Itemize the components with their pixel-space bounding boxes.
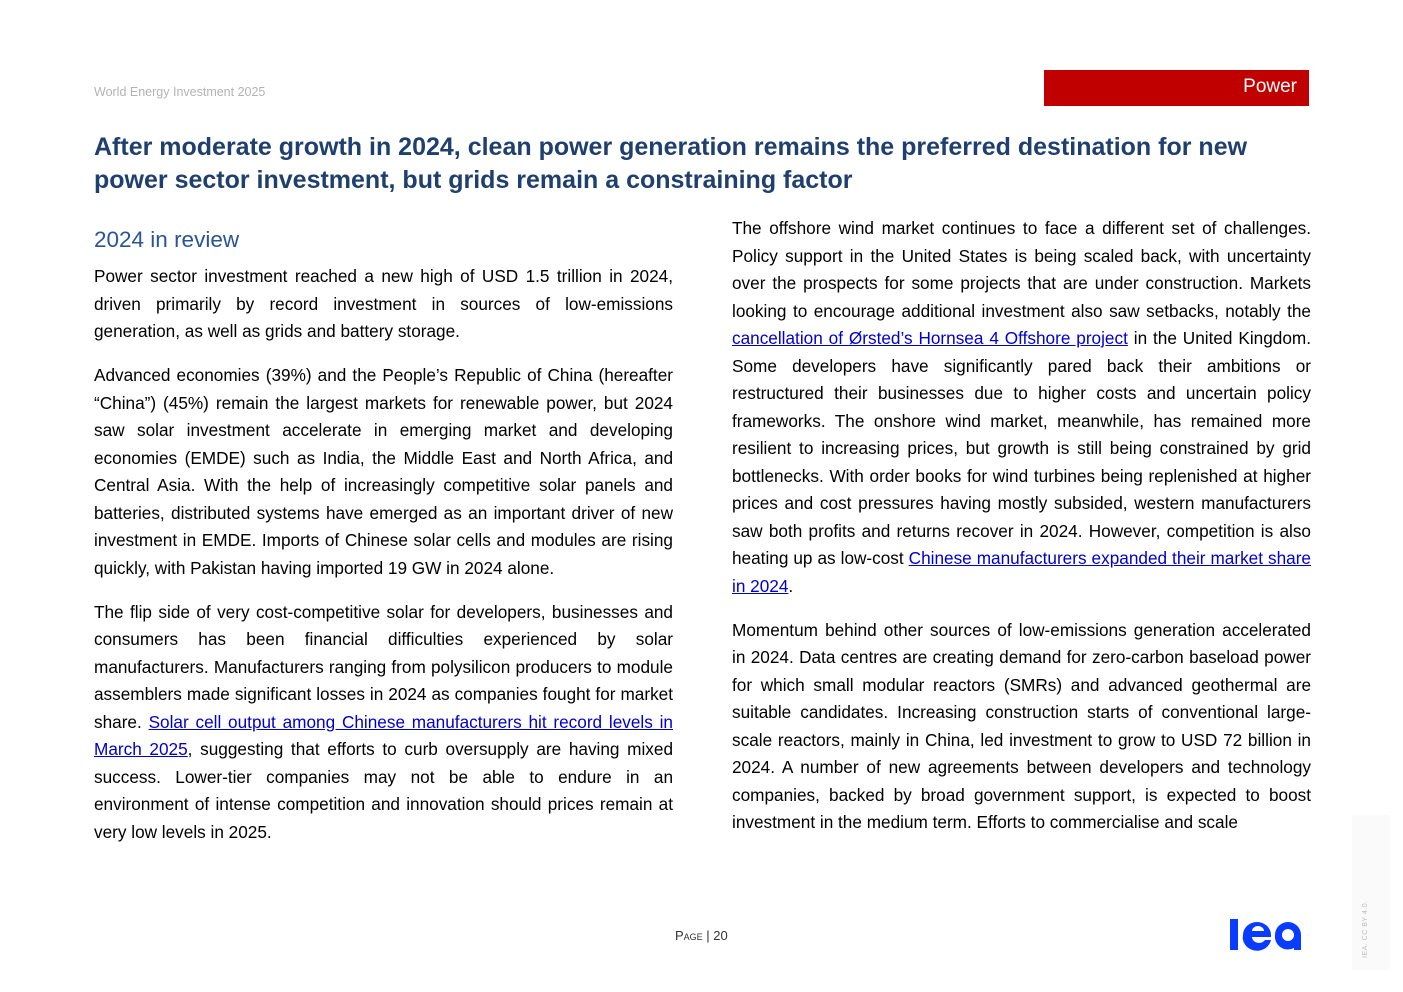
- section-subheading: 2024 in review: [94, 227, 240, 252]
- page-headline: After moderate growth in 2024, clean power generation remains the preferred destination for new power sector investment, but grids remain a constraining factor: [94, 133, 1248, 194]
- license-text: IEA. CC BY 4.0.: [1362, 900, 1369, 958]
- license-sidebar: [1352, 815, 1390, 970]
- paragraph: [94, 599, 673, 847]
- paragraph: Power sector investment reached a new high of USD 1.5 trillion in 2024, driven primarily by record investment in sources of low-emissions generation, as well as grids and battery storage.: [94, 266, 673, 341]
- report-title: World Energy Investment 2025: [94, 85, 266, 99]
- left-column: [94, 215, 673, 863]
- paragraph: [732, 215, 1311, 600]
- paragraph-text: in the United Kingdom. Some developers have significantly pared back their ambitions or restructured their businesses due to higher costs and uncertain policy frameworks. The onshore wind market, meanwhile, has remained more resilient to increasing prices, but growth is still being constrained by grid bottlenecks. With order books for wind turbines being replenished at higher prices and cost pressures having mostly subsided, western manufacturers saw both profits and returns recover in 2024. However, competition is also heating up as low-cost: [732, 328, 1311, 568]
- paragraph-text: The flip side of very cost-competitive solar for developers, businesses and consumers has been financial difficulties experienced by solar manufacturers. Manufacturers ranging from polysilicon producers to module assemblers made significant losses in 2024 as companies fought for market share.: [94, 601, 673, 732]
- chinese-manufacturers-market-share-link[interactable]: Chinese manufacturers expanded their market share in 2024: [732, 548, 1311, 596]
- page-number-value: 20: [713, 928, 728, 943]
- paragraph-text: .: [788, 575, 794, 596]
- page-separator: |: [702, 928, 714, 943]
- iea-logo-icon: [1230, 916, 1310, 952]
- page-label: Page: [675, 928, 703, 943]
- right-column: [732, 215, 1311, 853]
- page-number: [675, 928, 728, 943]
- hornsea-4-cancellation-link[interactable]: cancellation of Ørsted’s Hornsea 4 Offshore project: [732, 328, 1128, 348]
- paragraph: Momentum behind other sources of low-emissions generation accelerated in 2024. Data centres are creating demand for zero-carbon baseload power for which small modular reactors (SMRs) and advanced geothermal are suitable candidates. Increasing construction starts of conventional large-scale reactors, mainly in China, led investment to grow to USD 72 billion in 2024. A number of new agreements between developers and technology companies, backed by broad government support, is expected to boost investment in the medium term. Efforts to commercialise and scale: [732, 619, 1311, 832]
- section-tag: Power: [1044, 70, 1309, 106]
- paragraph: Advanced economies (39%) and the People’s Republic of China (hereafter “China”) (45%) remain the largest markets for renewable power, but 2024 saw solar investment accelerate in emerging market and developing economies (EMDE) such as India, the Middle East and North Africa, and Central Asia. With the help of increasingly competitive solar panels and batteries, distributed systems have emerged as an important driver of new investment in EMDE. Imports of Chinese solar cells and modules are rising quickly, with Pakistan having imported 19 GW in 2024 alone.: [94, 365, 673, 578]
- paragraph-text: , suggesting that efforts to curb oversupply are having mixed success. Lower-tier companies may not be able to endure in an environment of intense competition and innovation should prices remain at very low levels in 2025.: [94, 739, 674, 842]
- paragraph-text: The offshore wind market continues to face a different set of challenges. Policy support in the United States is being scaled back, with uncertainty over the prospects for some projects that are under construction. Markets looking to encourage additional investment also saw setbacks, notably the: [732, 218, 1311, 321]
- solar-cell-output-link[interactable]: Solar cell output among Chinese manufacturers hit record levels in March 2025: [94, 711, 673, 759]
